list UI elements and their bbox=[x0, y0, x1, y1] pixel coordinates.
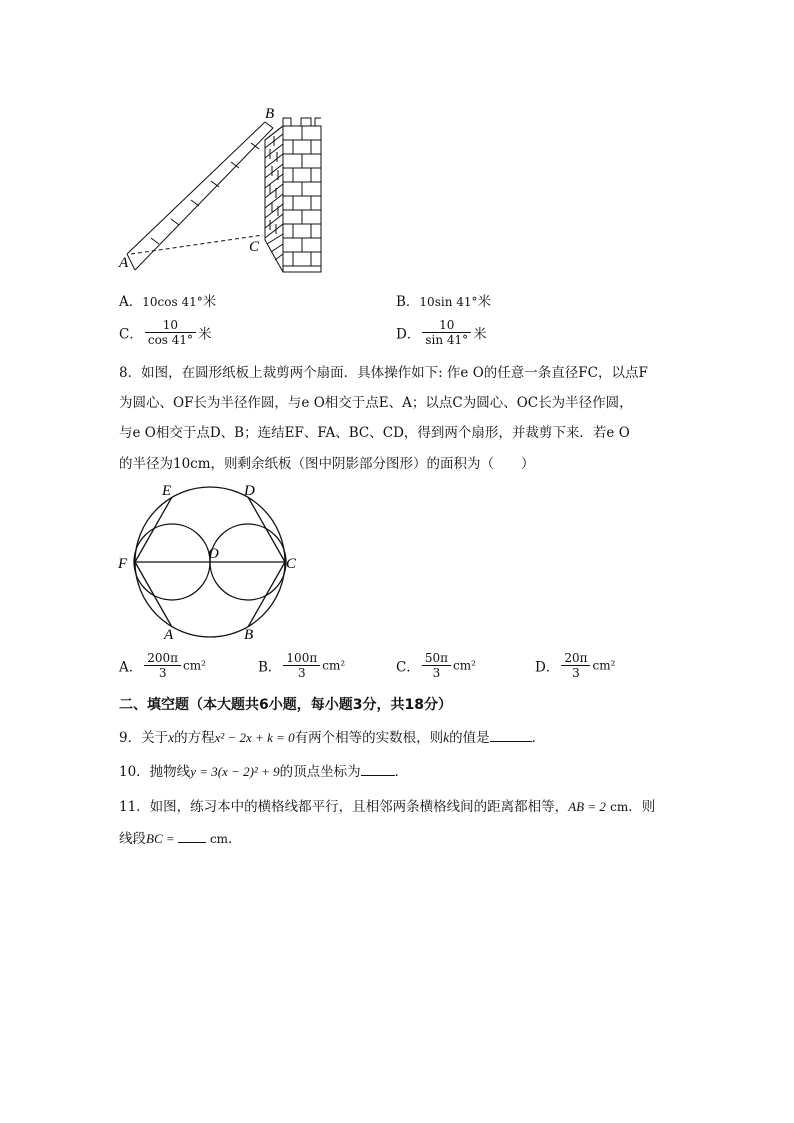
question-11-line-1: 11．如图，练习本中的横格线都平行，且相邻两条横格线间的距离都相等，AB = 2 cm．则 bbox=[119, 799, 656, 815]
question-10: 10．抛物线y = 3(x − 2)² + 9的顶点坐标为 ． bbox=[119, 764, 409, 780]
label-A2: A bbox=[164, 627, 174, 643]
label-C: C bbox=[249, 239, 260, 255]
label-A: A bbox=[119, 255, 129, 271]
q7-option-a[interactable]: A．10cos 41°米 bbox=[119, 294, 217, 310]
answer-blank-10[interactable] bbox=[361, 763, 395, 776]
q7-option-b[interactable]: B．10sin 41°米 bbox=[396, 294, 491, 310]
label-F: F bbox=[118, 556, 128, 572]
ladder-wall-figure bbox=[115, 104, 330, 276]
circle-fan-figure bbox=[112, 478, 307, 643]
answer-blank-11[interactable] bbox=[178, 830, 206, 843]
q7-option-c[interactable]: C． $\frac{10}{\cos 41^\circ}$ 米 bbox=[119, 318, 212, 347]
q7-option-d[interactable]: D． $\frac{10}{\sin 41^\circ}$ 米 bbox=[396, 318, 487, 347]
label-C2: C bbox=[286, 556, 297, 572]
question-11-line-2: 线段BC = cm． bbox=[119, 831, 242, 847]
section-heading-fill-in: 二、填空题（本大题共6小题，每小题3分，共18分） bbox=[119, 697, 452, 713]
q8-option-b[interactable]: B． $\frac{100\pi}{3}$ cm² bbox=[258, 651, 346, 680]
question-9: 9．关于x的方程x² − 2x + k = 0有两个相等的实数根，则k的值是 ． bbox=[119, 730, 546, 746]
q8-line-2: 为圆心、OF长为半径作圆，与e O相交于点E、A；以点C为圆心、OC长为半径作圆， bbox=[119, 395, 633, 411]
label-O: O bbox=[208, 546, 219, 562]
q8-line-3: 与e O相交于点D、B；连结EF、FA、BC、CD，得到两个扇形，并裁剪下来．若e O bbox=[119, 425, 630, 441]
label-B2: B bbox=[244, 627, 254, 643]
label-B: B bbox=[265, 106, 275, 122]
q8-option-a[interactable]: A． $\frac{200\pi}{3}$ cm² bbox=[119, 651, 206, 680]
q8-line-1: 8．如图，在圆形纸板上裁剪两个扇面．具体操作如下: 作e O的任意一条直径FC，以点F bbox=[119, 365, 648, 381]
q8-option-d[interactable]: D． $\frac{20\pi}{3}$ cm² bbox=[535, 651, 616, 680]
label-E: E bbox=[162, 483, 172, 499]
q8-line-4: 的半径为10cm，则剩余纸板（图中阴影部分图形）的面积为（ ） bbox=[119, 456, 535, 472]
answer-blank-9[interactable] bbox=[490, 729, 532, 742]
label-D: D bbox=[244, 483, 255, 499]
q8-option-c[interactable]: C． $\frac{50\pi}{3}$ cm² bbox=[396, 651, 476, 680]
